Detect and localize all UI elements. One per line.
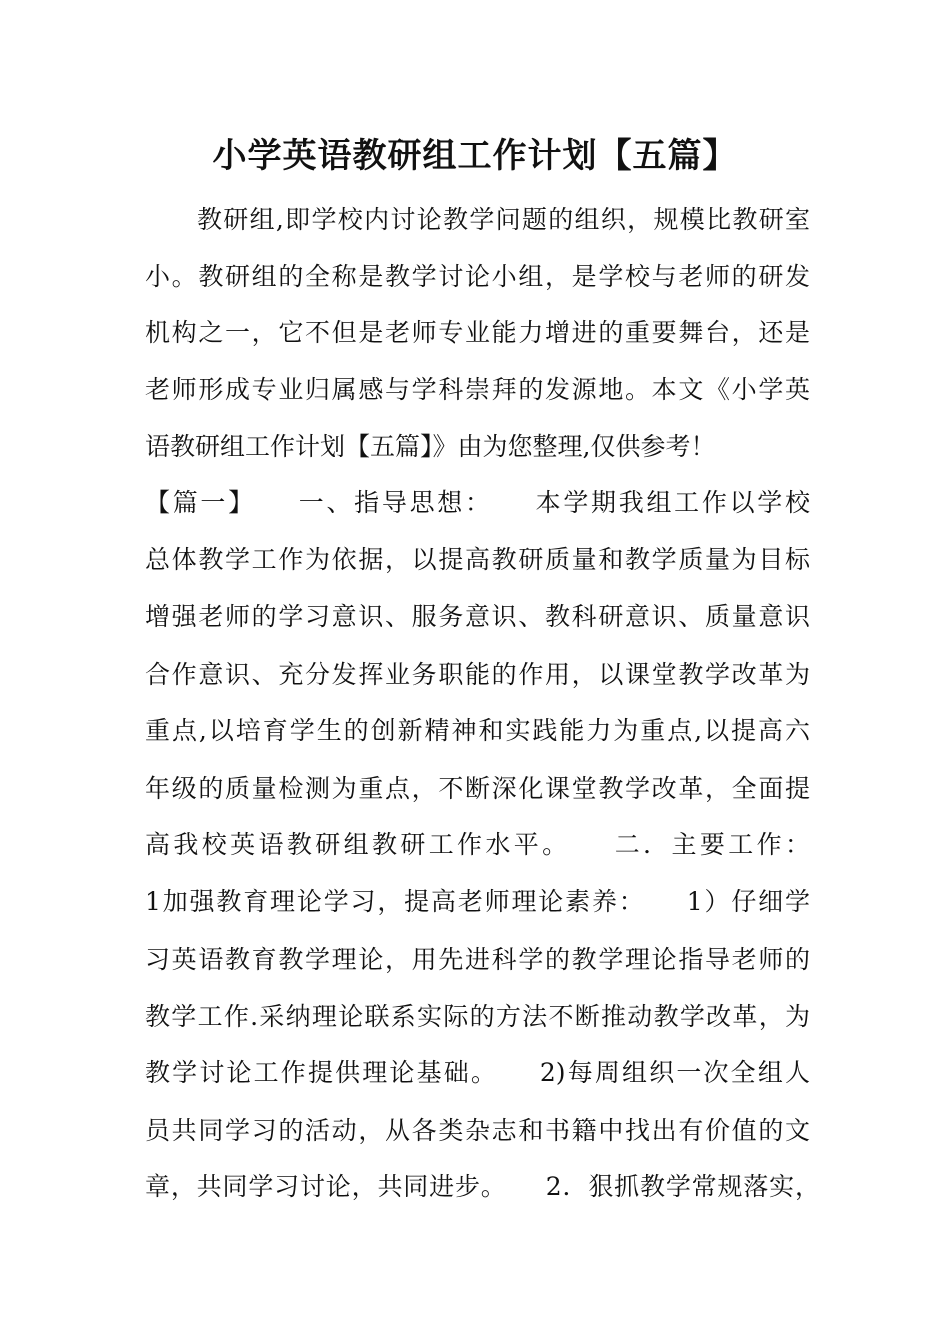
- paragraph-line: 教研组,即学校内讨论教学问题的组织，规模比教研室: [197, 205, 810, 234]
- paragraph-line: 【篇一】 一、指导思想： 本学期我组工作以学校: [145, 488, 810, 517]
- document-title: 小学英语教研组工作计划【五篇】: [212, 136, 738, 176]
- paragraph-line: 总体教学工作为依据，以提高教研质量和教学质量为目标: [145, 545, 810, 574]
- paragraph-line: 机构之一，它不但是老师专业能力增进的重要舞台，还是: [145, 318, 810, 347]
- paragraph-line: 老师形成专业归属感与学科崇拜的发源地。本文《小学英: [145, 375, 810, 404]
- paragraph-line: 年级的质量检测为重点，不断深化课堂教学改革，全面提: [145, 774, 810, 803]
- paragraph-line: 1加强教育理论学习，提高老师理论素养： 1）仔细学: [145, 887, 810, 916]
- paragraph-line: 重点,以培育学生的创新精神和实践能力为重点,以提高六: [145, 716, 810, 745]
- paragraph-line: 高我校英语教研组教研工作水平。 二．主要工作：: [145, 830, 810, 859]
- paragraph-line: 员共同学习的活动，从各类杂志和书籍中找出有价值的文: [145, 1116, 810, 1145]
- paragraph-line: 习英语教育教学理论，用先进科学的教学理论指导老师的: [145, 945, 810, 974]
- paragraph-line: 章，共同学习讨论，共同进步。 2．狠抓教学常规落实，: [145, 1172, 820, 1201]
- paragraph-line: 增强老师的学习意识、服务意识、教科研意识、质量意识: [145, 602, 810, 631]
- paragraph-line: 教学讨论工作提供理论基础。 2)每周组织一次全组人: [145, 1058, 810, 1087]
- paragraph-line: 教学工作.采纳理论联系实际的方法不断推动教学改革，为: [145, 1002, 810, 1031]
- paragraph-line: 合作意识、充分发挥业务职能的作用，以课堂教学改革为: [145, 660, 810, 689]
- paragraph-line: 语教研组工作计划【五篇】》由为您整理,仅供参考！: [145, 432, 716, 461]
- paragraph-line: 小。教研组的全称是教学讨论小组，是学校与老师的研发: [145, 262, 810, 291]
